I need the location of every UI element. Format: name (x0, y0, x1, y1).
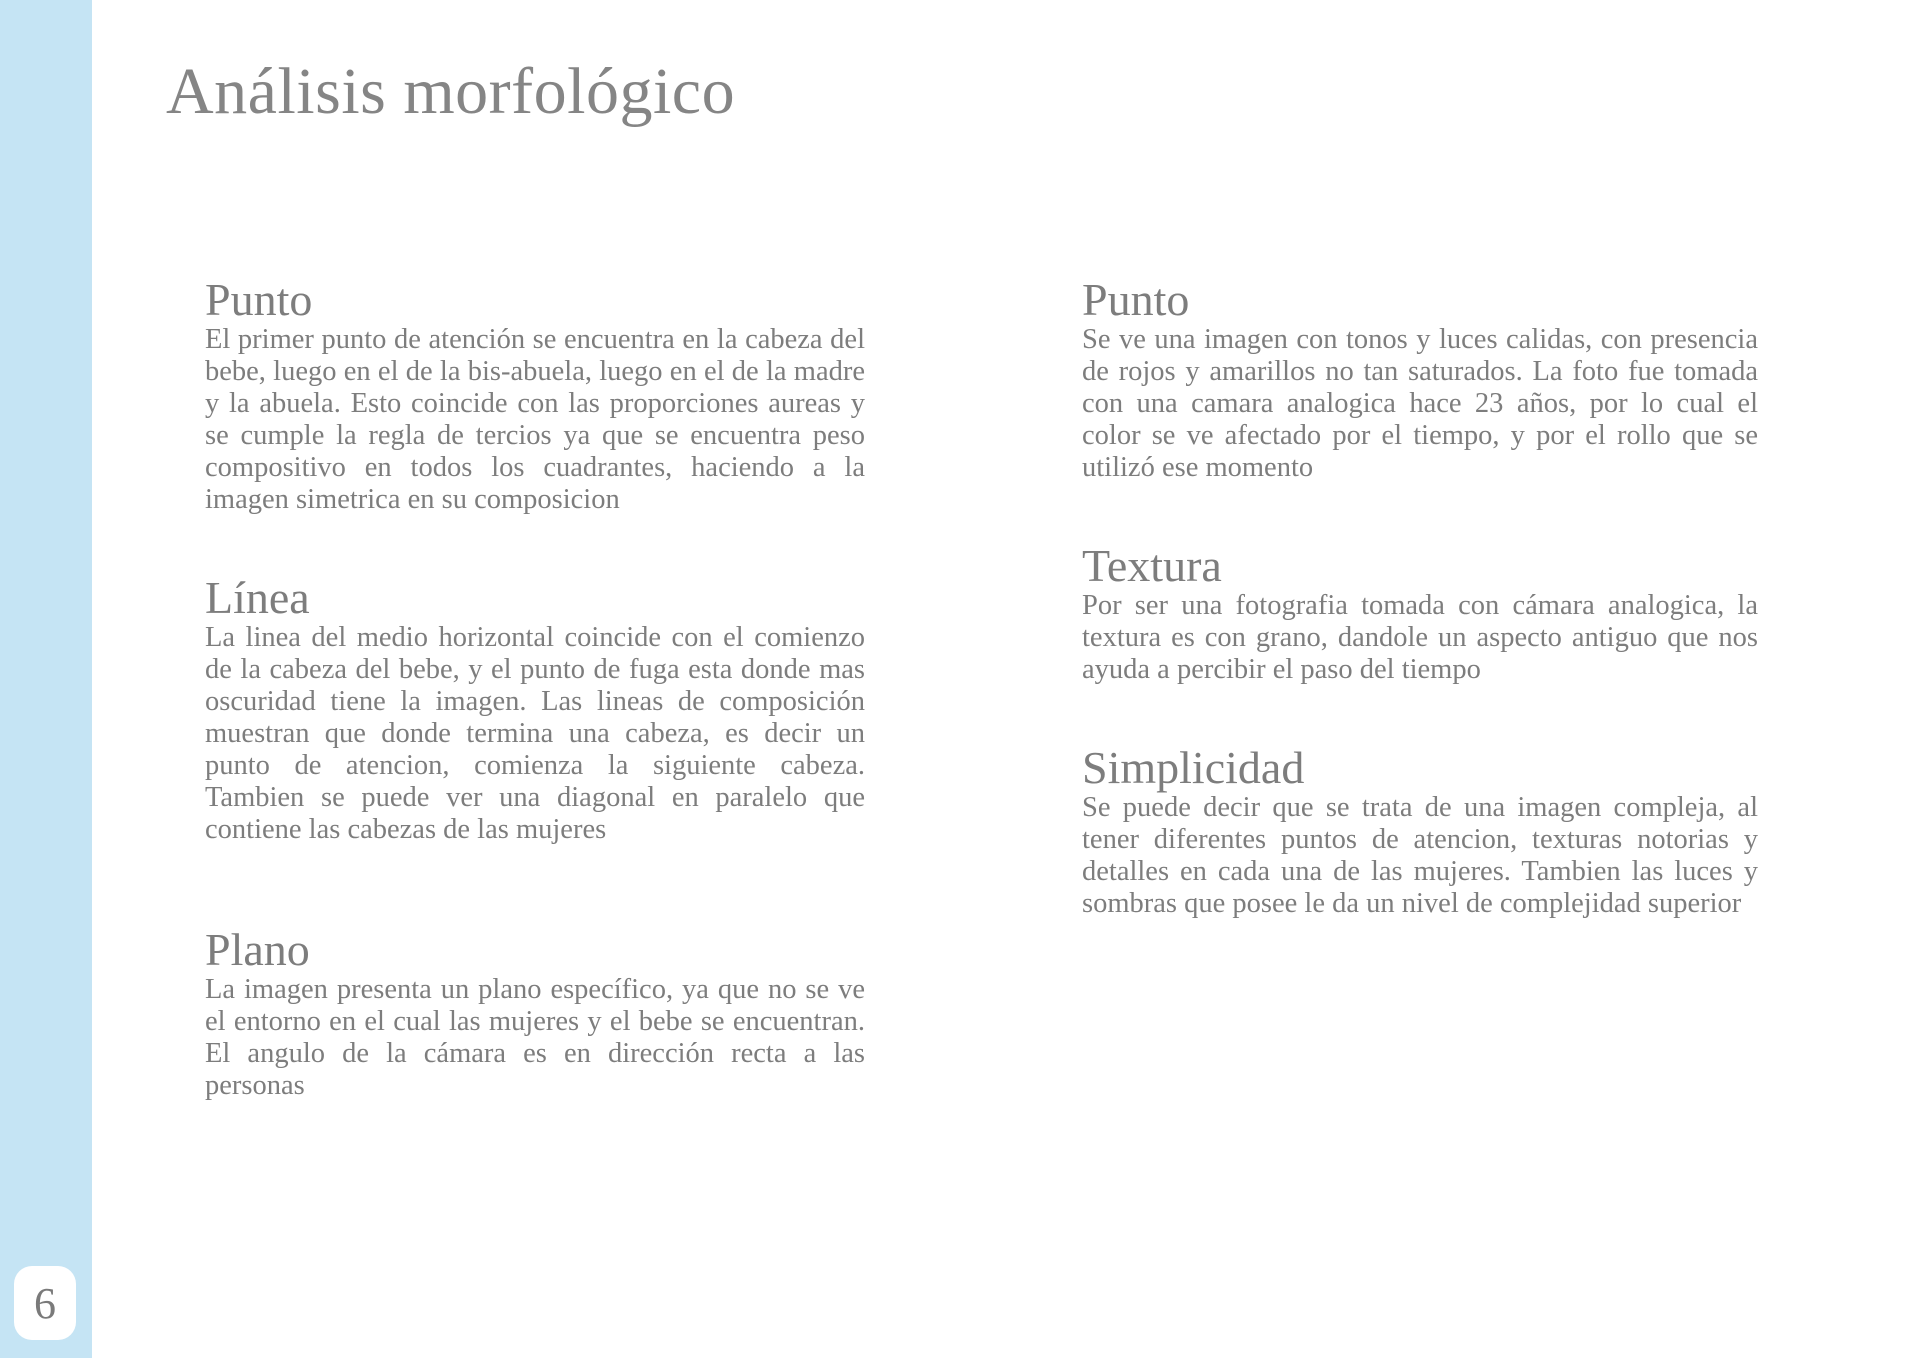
section-linea (205, 574, 865, 846)
section-body: La linea del medio horizontal coincide con el comienzo de la cabeza del bebe, y el punto de fuga esta donde mas oscuridad tiene la imagen. Las lineas de composición muestran que donde termina una cabeza, es decir un punto de atencion, comienza la siguiente cabeza. Tambien se puede ver una diagonal en paralelo que contiene las cabezas de las mujeres (205, 622, 865, 845)
section-heading: Línea (205, 572, 310, 623)
page-number (14, 1266, 76, 1340)
section-textura (1082, 542, 1758, 686)
page-title: Análisis morfológico (166, 55, 736, 128)
section-body: Por ser una fotografia tomada con cámara analogica, la textura es con grano, dandole un aspecto antiguo que nos ayuda a percibir el paso del tiempo (1082, 590, 1758, 685)
section-plano (205, 926, 865, 1102)
section-heading: Simplicidad (1082, 742, 1305, 793)
section-body: El primer punto de atención se encuentra en la cabeza del bebe, luego en el de la bis-abuela, luego en el de la madre y la abuela. Esto coincide con las proporciones aureas y se cumple la regla de tercios ya que se encuentra peso compositivo en todos los cuadrantes, haciendo a la imagen simetrica en su composicion (205, 324, 865, 515)
section-simplicidad (1082, 744, 1758, 920)
section-body: Se puede decir que se trata de una imagen compleja, al tener diferentes puntos de atencion, texturas notorias y detalles en cada una de las mujeres. Tambien las luces y sombras que posee le da un nivel de complejidad superior (1082, 792, 1758, 919)
section-heading: Punto (1082, 274, 1190, 325)
section-body: Se ve una imagen con tonos y luces calidas, con presencia de rojos y amarillos no tan saturados. La foto fue tomada con una camara analogica hace 23 años, por lo cual el color se ve afectado por el tiempo, y por el rollo que se utilizó ese momento (1082, 324, 1758, 483)
section-heading: Punto (205, 274, 313, 325)
section-heading: Textura (1082, 540, 1222, 591)
page-number-label: 6 (34, 1278, 56, 1328)
section-punto-left (205, 276, 865, 516)
section-punto-right (1082, 276, 1758, 484)
side-accent-bar (0, 0, 92, 1358)
right-column (1082, 276, 1758, 920)
section-body: La imagen presenta un plano específico, ya que no se ve el entorno en el cual las mujeres y el bebe se encuentran. El angulo de la cámara es en dirección recta a las personas (205, 974, 865, 1101)
left-column (205, 276, 865, 1102)
section-heading: Plano (205, 924, 310, 975)
